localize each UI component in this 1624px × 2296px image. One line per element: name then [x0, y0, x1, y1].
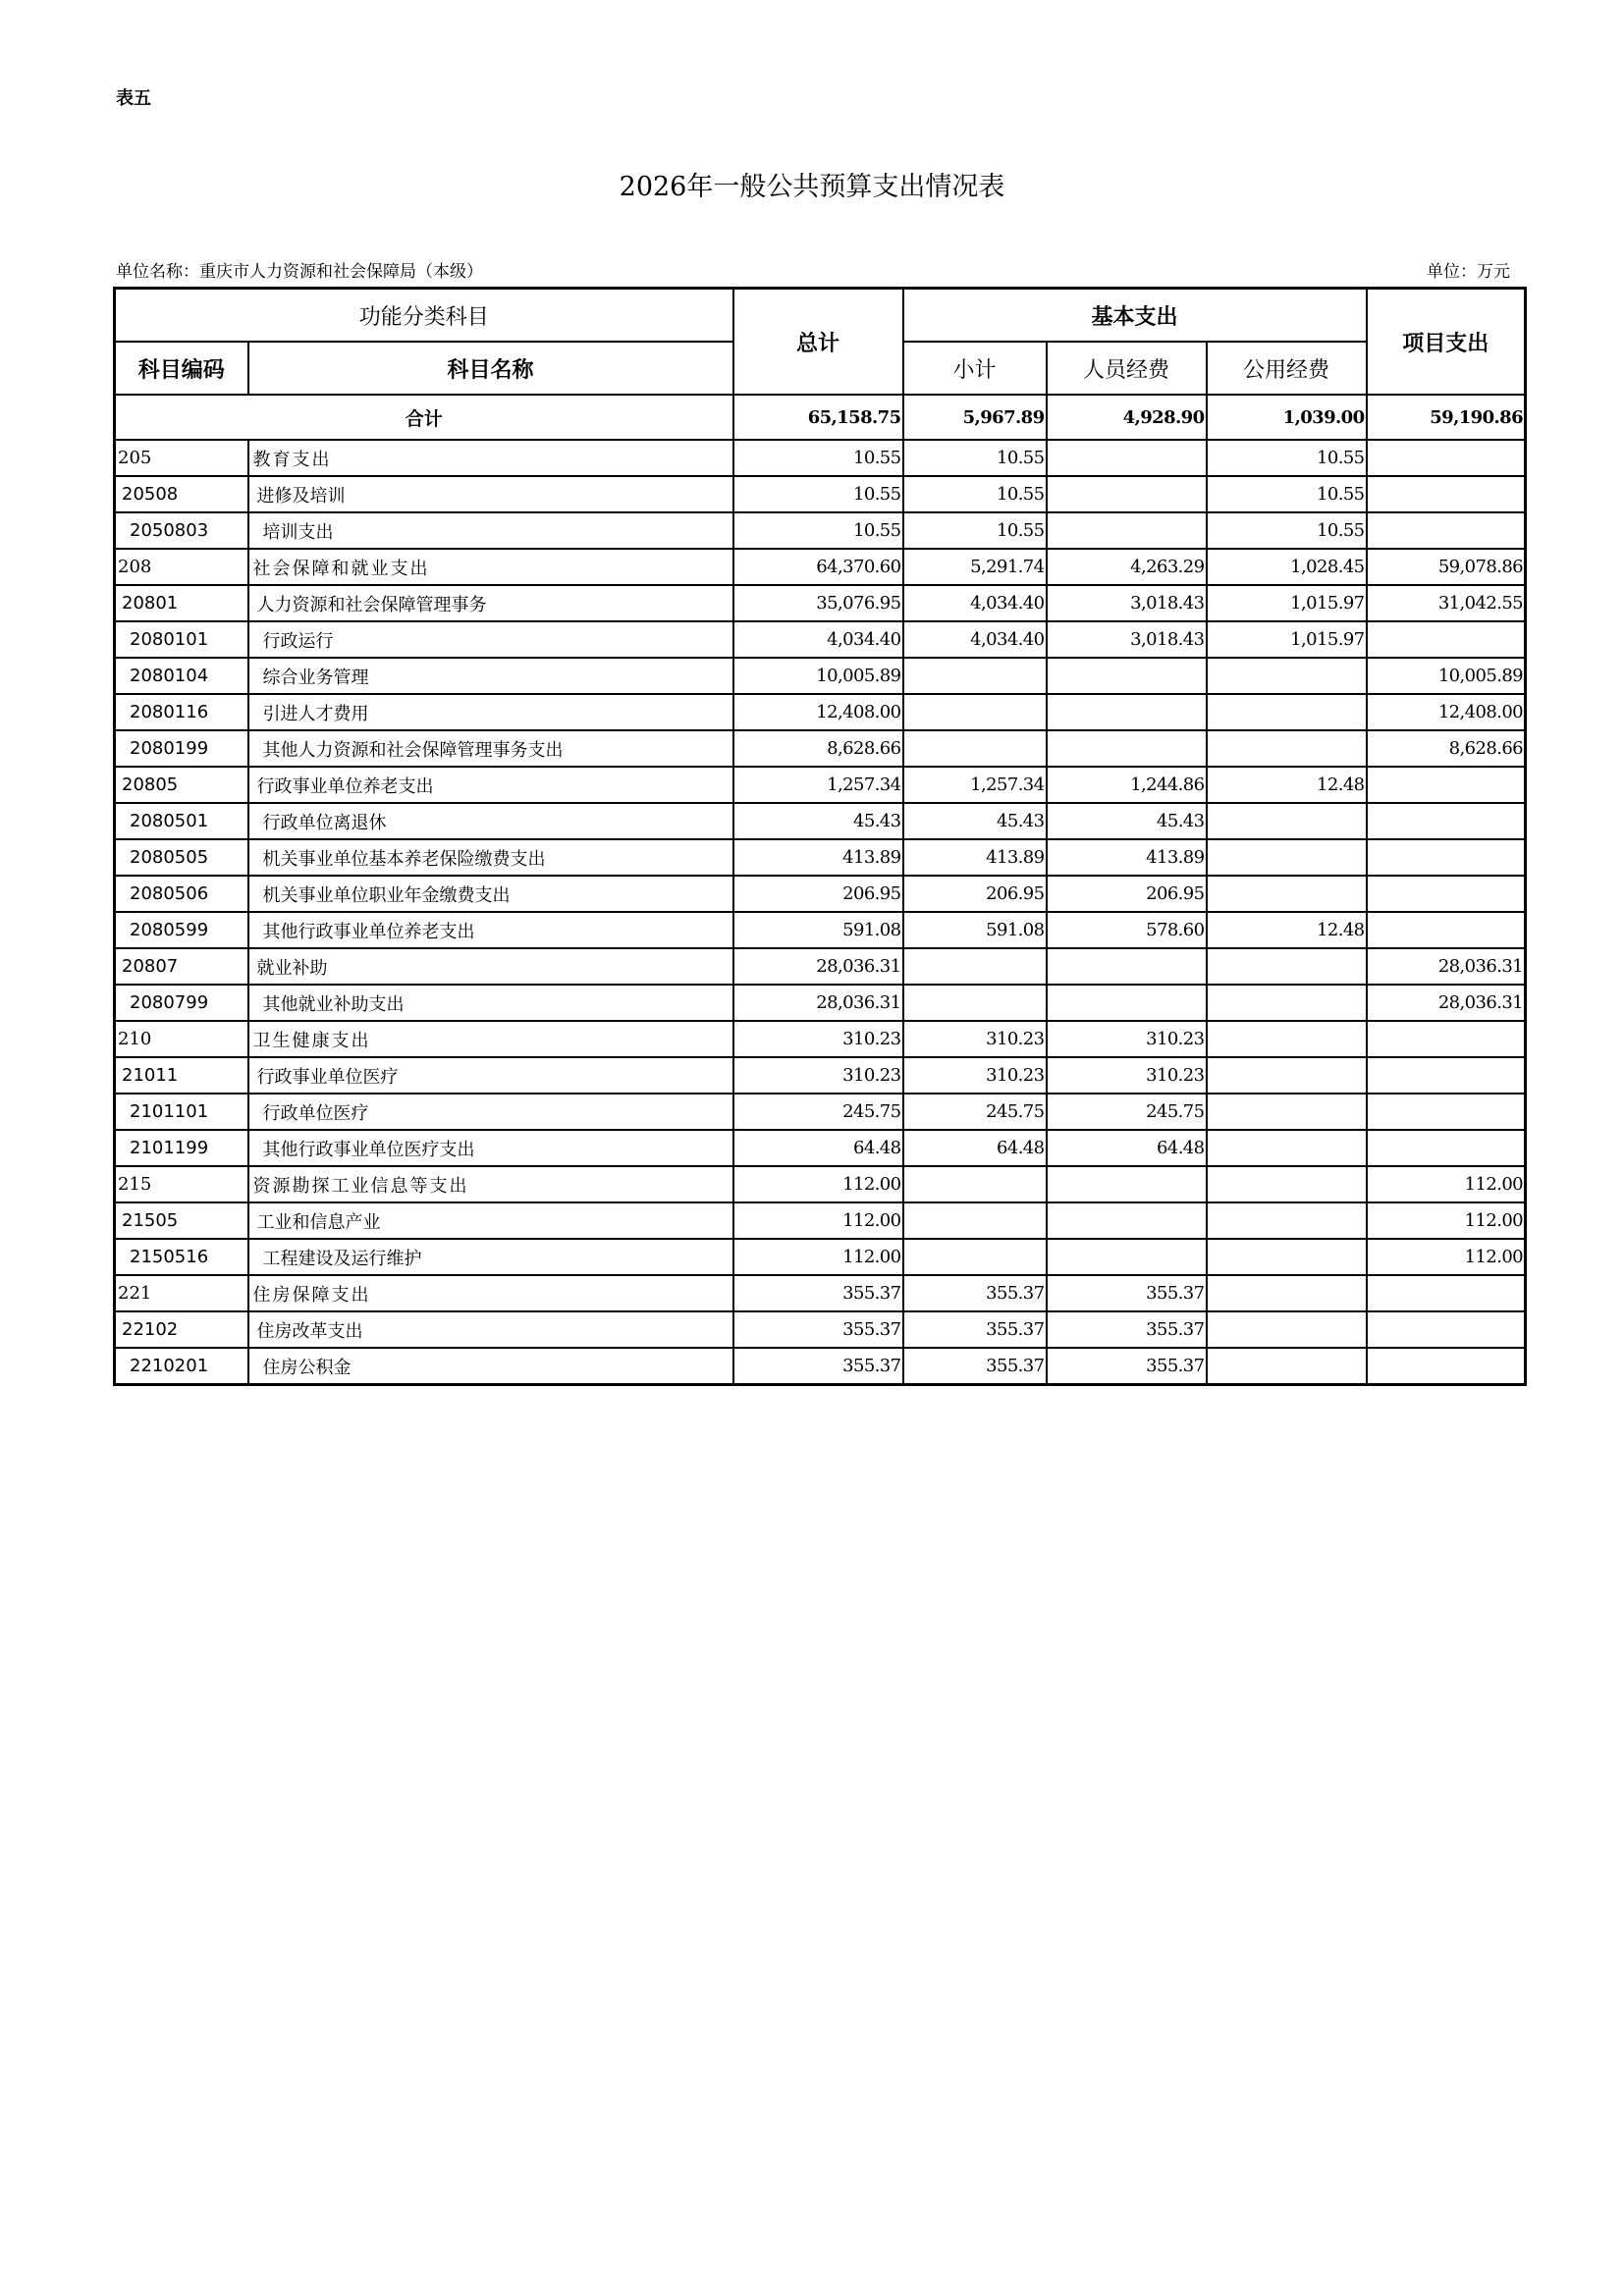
header-functional-category: 功能分类科目 [115, 289, 733, 343]
row-code: 208 [115, 549, 248, 585]
row-name: 教育支出 [248, 440, 733, 476]
row-name: 工程建设及运行维护 [248, 1239, 733, 1275]
currency-unit-label: 单位：万元 [1427, 262, 1510, 282]
row-code: 2080116 [115, 694, 248, 730]
row-total: 1,257.34 [733, 767, 903, 803]
row-total: 45.43 [733, 803, 903, 839]
row-subtotal: 10.55 [903, 440, 1047, 476]
table-row [115, 1057, 1526, 1094]
row-staff-cost: 3,018.43 [1047, 621, 1207, 658]
row-name: 行政事业单位医疗 [248, 1057, 733, 1094]
row-staff-cost: 45.43 [1047, 803, 1207, 839]
header-public-cost: 公用经费 [1207, 342, 1367, 395]
row-total: 310.23 [733, 1021, 903, 1057]
row-project: 10,005.89 [1367, 658, 1526, 694]
row-public-cost: 1,028.45 [1207, 549, 1367, 585]
row-code: 205 [115, 440, 248, 476]
row-project [1367, 476, 1526, 512]
row-staff-cost: 310.23 [1047, 1057, 1207, 1094]
row-name: 住房公积金 [248, 1348, 733, 1385]
row-subtotal: 206.95 [903, 876, 1047, 912]
row-name: 人力资源和社会保障管理事务 [248, 585, 733, 621]
row-total: 355.37 [733, 1275, 903, 1311]
table-row [115, 912, 1526, 948]
row-code: 2080506 [115, 876, 248, 912]
row-subtotal [903, 694, 1047, 730]
row-project: 31,042.55 [1367, 585, 1526, 621]
row-project [1367, 876, 1526, 912]
row-public-cost [1207, 985, 1367, 1021]
row-public-cost [1207, 1311, 1367, 1348]
table-row [115, 1166, 1526, 1202]
row-total: 355.37 [733, 1311, 903, 1348]
row-public-cost [1207, 1057, 1367, 1094]
row-subtotal: 355.37 [903, 1275, 1047, 1311]
row-name: 住房保障支出 [248, 1275, 733, 1311]
row-project [1367, 1021, 1526, 1057]
row-subtotal: 413.89 [903, 839, 1047, 876]
row-public-cost [1207, 839, 1367, 876]
row-subtotal: 10.55 [903, 476, 1047, 512]
row-code: 2210201 [115, 1348, 248, 1385]
row-total: 591.08 [733, 912, 903, 948]
table-row [115, 1311, 1526, 1348]
table-row [115, 440, 1526, 476]
row-code: 20807 [115, 948, 248, 985]
row-subtotal: 4,034.40 [903, 585, 1047, 621]
row-project: 12,408.00 [1367, 694, 1526, 730]
row-total: 310.23 [733, 1057, 903, 1094]
row-staff-cost [1047, 730, 1207, 767]
row-project [1367, 1311, 1526, 1348]
row-code: 2080101 [115, 621, 248, 658]
summary-label: 合计 [115, 395, 733, 440]
row-code: 2101101 [115, 1094, 248, 1130]
table-row [115, 985, 1526, 1021]
table-row [115, 839, 1526, 876]
row-code: 2101199 [115, 1130, 248, 1166]
row-name: 进修及培训 [248, 476, 733, 512]
row-public-cost [1207, 730, 1367, 767]
row-name: 引进人才费用 [248, 694, 733, 730]
row-public-cost [1207, 948, 1367, 985]
row-subtotal [903, 985, 1047, 1021]
row-public-cost [1207, 1130, 1367, 1166]
row-code: 22102 [115, 1311, 248, 1348]
row-code: 2050803 [115, 512, 248, 549]
document-title: 2026年一般公共预算支出情况表 [619, 172, 1005, 202]
row-name: 就业补助 [248, 948, 733, 985]
row-public-cost [1207, 1094, 1367, 1130]
row-project: 8,628.66 [1367, 730, 1526, 767]
row-project: 59,078.86 [1367, 549, 1526, 585]
row-total: 8,628.66 [733, 730, 903, 767]
row-public-cost [1207, 1021, 1367, 1057]
header-name: 科目名称 [248, 342, 733, 395]
row-staff-cost [1047, 440, 1207, 476]
row-total: 35,076.95 [733, 585, 903, 621]
table-row [115, 658, 1526, 694]
row-name: 机关事业单位职业年金缴费支出 [248, 876, 733, 912]
row-staff-cost: 245.75 [1047, 1094, 1207, 1130]
row-name: 其他人力资源和社会保障管理事务支出 [248, 730, 733, 767]
row-subtotal [903, 1202, 1047, 1239]
row-project: 112.00 [1367, 1202, 1526, 1239]
row-public-cost: 10.55 [1207, 440, 1367, 476]
row-staff-cost [1047, 1202, 1207, 1239]
row-public-cost: 1,015.97 [1207, 621, 1367, 658]
row-staff-cost [1047, 985, 1207, 1021]
row-subtotal: 355.37 [903, 1311, 1047, 1348]
table-row [115, 1130, 1526, 1166]
row-name: 行政事业单位养老支出 [248, 767, 733, 803]
row-project [1367, 1094, 1526, 1130]
row-code: 21505 [115, 1202, 248, 1239]
summary-row [115, 395, 1526, 440]
row-staff-cost: 206.95 [1047, 876, 1207, 912]
row-name: 资源勘探工业信息等支出 [248, 1166, 733, 1202]
row-name: 机关事业单位基本养老保险缴费支出 [248, 839, 733, 876]
table-row [115, 549, 1526, 585]
row-name: 住房改革支出 [248, 1311, 733, 1348]
row-total: 355.37 [733, 1348, 903, 1385]
row-project [1367, 1348, 1526, 1385]
table-row [115, 1094, 1526, 1130]
row-public-cost: 12.48 [1207, 767, 1367, 803]
summary-subtotal: 5,967.89 [903, 395, 1047, 440]
summary-project: 59,190.86 [1367, 395, 1526, 440]
row-total: 10.55 [733, 512, 903, 549]
row-total: 64,370.60 [733, 549, 903, 585]
header-staff-cost: 人员经费 [1047, 342, 1207, 395]
row-staff-cost: 1,244.86 [1047, 767, 1207, 803]
row-name: 其他行政事业单位养老支出 [248, 912, 733, 948]
row-name: 行政单位离退休 [248, 803, 733, 839]
table-row [115, 476, 1526, 512]
row-public-cost [1207, 803, 1367, 839]
row-subtotal: 10.55 [903, 512, 1047, 549]
table-number-label: 表五 [116, 88, 151, 109]
table-row [115, 876, 1526, 912]
row-subtotal [903, 948, 1047, 985]
row-subtotal: 245.75 [903, 1094, 1047, 1130]
row-subtotal: 45.43 [903, 803, 1047, 839]
row-total: 64.48 [733, 1130, 903, 1166]
row-code: 210 [115, 1021, 248, 1057]
row-project: 28,036.31 [1367, 948, 1526, 985]
row-subtotal: 310.23 [903, 1057, 1047, 1094]
row-total: 245.75 [733, 1094, 903, 1130]
row-code: 2150516 [115, 1239, 248, 1275]
row-project [1367, 440, 1526, 476]
header-project-expenditure: 项目支出 [1367, 289, 1526, 396]
row-subtotal: 1,257.34 [903, 767, 1047, 803]
row-staff-cost [1047, 948, 1207, 985]
row-staff-cost: 310.23 [1047, 1021, 1207, 1057]
row-name: 社会保障和就业支出 [248, 549, 733, 585]
row-total: 112.00 [733, 1239, 903, 1275]
row-code: 221 [115, 1275, 248, 1311]
row-staff-cost: 413.89 [1047, 839, 1207, 876]
row-staff-cost [1047, 476, 1207, 512]
unit-name-label: 单位名称：重庆市人力资源和社会保障局（本级） [116, 262, 483, 282]
row-staff-cost [1047, 694, 1207, 730]
row-public-cost [1207, 1239, 1367, 1275]
row-name: 其他行政事业单位医疗支出 [248, 1130, 733, 1166]
row-code: 20805 [115, 767, 248, 803]
row-code: 2080501 [115, 803, 248, 839]
row-total: 112.00 [733, 1202, 903, 1239]
row-total: 206.95 [733, 876, 903, 912]
row-project [1367, 803, 1526, 839]
row-total: 4,034.40 [733, 621, 903, 658]
table-row [115, 767, 1526, 803]
row-subtotal [903, 658, 1047, 694]
table-row [115, 730, 1526, 767]
row-subtotal: 591.08 [903, 912, 1047, 948]
row-staff-cost: 355.37 [1047, 1311, 1207, 1348]
row-code: 20508 [115, 476, 248, 512]
row-project: 112.00 [1367, 1166, 1526, 1202]
row-total: 10,005.89 [733, 658, 903, 694]
row-public-cost: 1,015.97 [1207, 585, 1367, 621]
row-public-cost: 10.55 [1207, 512, 1367, 549]
row-name: 卫生健康支出 [248, 1021, 733, 1057]
row-staff-cost: 355.37 [1047, 1348, 1207, 1385]
row-project [1367, 1275, 1526, 1311]
row-public-cost [1207, 1202, 1367, 1239]
row-project [1367, 512, 1526, 549]
row-code: 2080104 [115, 658, 248, 694]
row-public-cost [1207, 658, 1367, 694]
row-total: 10.55 [733, 440, 903, 476]
header-code: 科目编码 [115, 342, 248, 395]
row-staff-cost [1047, 658, 1207, 694]
summary-staff-cost: 4,928.90 [1047, 395, 1207, 440]
row-public-cost: 12.48 [1207, 912, 1367, 948]
header-basic-expenditure: 基本支出 [903, 289, 1367, 343]
row-subtotal: 355.37 [903, 1348, 1047, 1385]
table-row [115, 803, 1526, 839]
row-name: 工业和信息产业 [248, 1202, 733, 1239]
header-row-1 [115, 289, 1526, 343]
table-row [115, 1348, 1526, 1385]
row-project: 28,036.31 [1367, 985, 1526, 1021]
summary-total: 65,158.75 [733, 395, 903, 440]
table-row [115, 948, 1526, 985]
row-total: 10.55 [733, 476, 903, 512]
table-row [115, 1239, 1526, 1275]
row-public-cost [1207, 1166, 1367, 1202]
row-total: 12,408.00 [733, 694, 903, 730]
row-staff-cost: 355.37 [1047, 1275, 1207, 1311]
row-staff-cost [1047, 1166, 1207, 1202]
row-name: 行政单位医疗 [248, 1094, 733, 1130]
row-project: 112.00 [1367, 1239, 1526, 1275]
row-subtotal [903, 1239, 1047, 1275]
row-project [1367, 839, 1526, 876]
summary-public-cost: 1,039.00 [1207, 395, 1367, 440]
row-total: 28,036.31 [733, 985, 903, 1021]
row-subtotal: 310.23 [903, 1021, 1047, 1057]
row-staff-cost [1047, 512, 1207, 549]
row-public-cost: 10.55 [1207, 476, 1367, 512]
row-subtotal [903, 730, 1047, 767]
row-project [1367, 912, 1526, 948]
table-row [115, 1275, 1526, 1311]
row-public-cost [1207, 1348, 1367, 1385]
row-name: 其他就业补助支出 [248, 985, 733, 1021]
table-row [115, 585, 1526, 621]
row-staff-cost [1047, 1239, 1207, 1275]
table-row [115, 694, 1526, 730]
table-row [115, 1021, 1526, 1057]
row-public-cost [1207, 1275, 1367, 1311]
row-total: 28,036.31 [733, 948, 903, 985]
row-project [1367, 767, 1526, 803]
table-row [115, 1202, 1526, 1239]
row-code: 21011 [115, 1057, 248, 1094]
row-subtotal [903, 1166, 1047, 1202]
row-staff-cost: 64.48 [1047, 1130, 1207, 1166]
row-code: 2080599 [115, 912, 248, 948]
row-project [1367, 1130, 1526, 1166]
row-staff-cost: 4,263.29 [1047, 549, 1207, 585]
budget-expenditure-table [113, 287, 1527, 1386]
row-code: 2080199 [115, 730, 248, 767]
row-name: 行政运行 [248, 621, 733, 658]
row-public-cost [1207, 876, 1367, 912]
row-subtotal: 64.48 [903, 1130, 1047, 1166]
table-row [115, 621, 1526, 658]
row-name: 培训支出 [248, 512, 733, 549]
table-row [115, 512, 1526, 549]
row-staff-cost: 578.60 [1047, 912, 1207, 948]
row-code: 20801 [115, 585, 248, 621]
row-code: 2080505 [115, 839, 248, 876]
row-staff-cost: 3,018.43 [1047, 585, 1207, 621]
row-total: 413.89 [733, 839, 903, 876]
row-total: 112.00 [733, 1166, 903, 1202]
header-total: 总计 [733, 289, 903, 396]
row-subtotal: 5,291.74 [903, 549, 1047, 585]
row-subtotal: 4,034.40 [903, 621, 1047, 658]
row-name: 综合业务管理 [248, 658, 733, 694]
row-project [1367, 1057, 1526, 1094]
header-subtotal: 小计 [903, 342, 1047, 395]
row-code: 2080799 [115, 985, 248, 1021]
row-project [1367, 621, 1526, 658]
row-code: 215 [115, 1166, 248, 1202]
row-public-cost [1207, 694, 1367, 730]
